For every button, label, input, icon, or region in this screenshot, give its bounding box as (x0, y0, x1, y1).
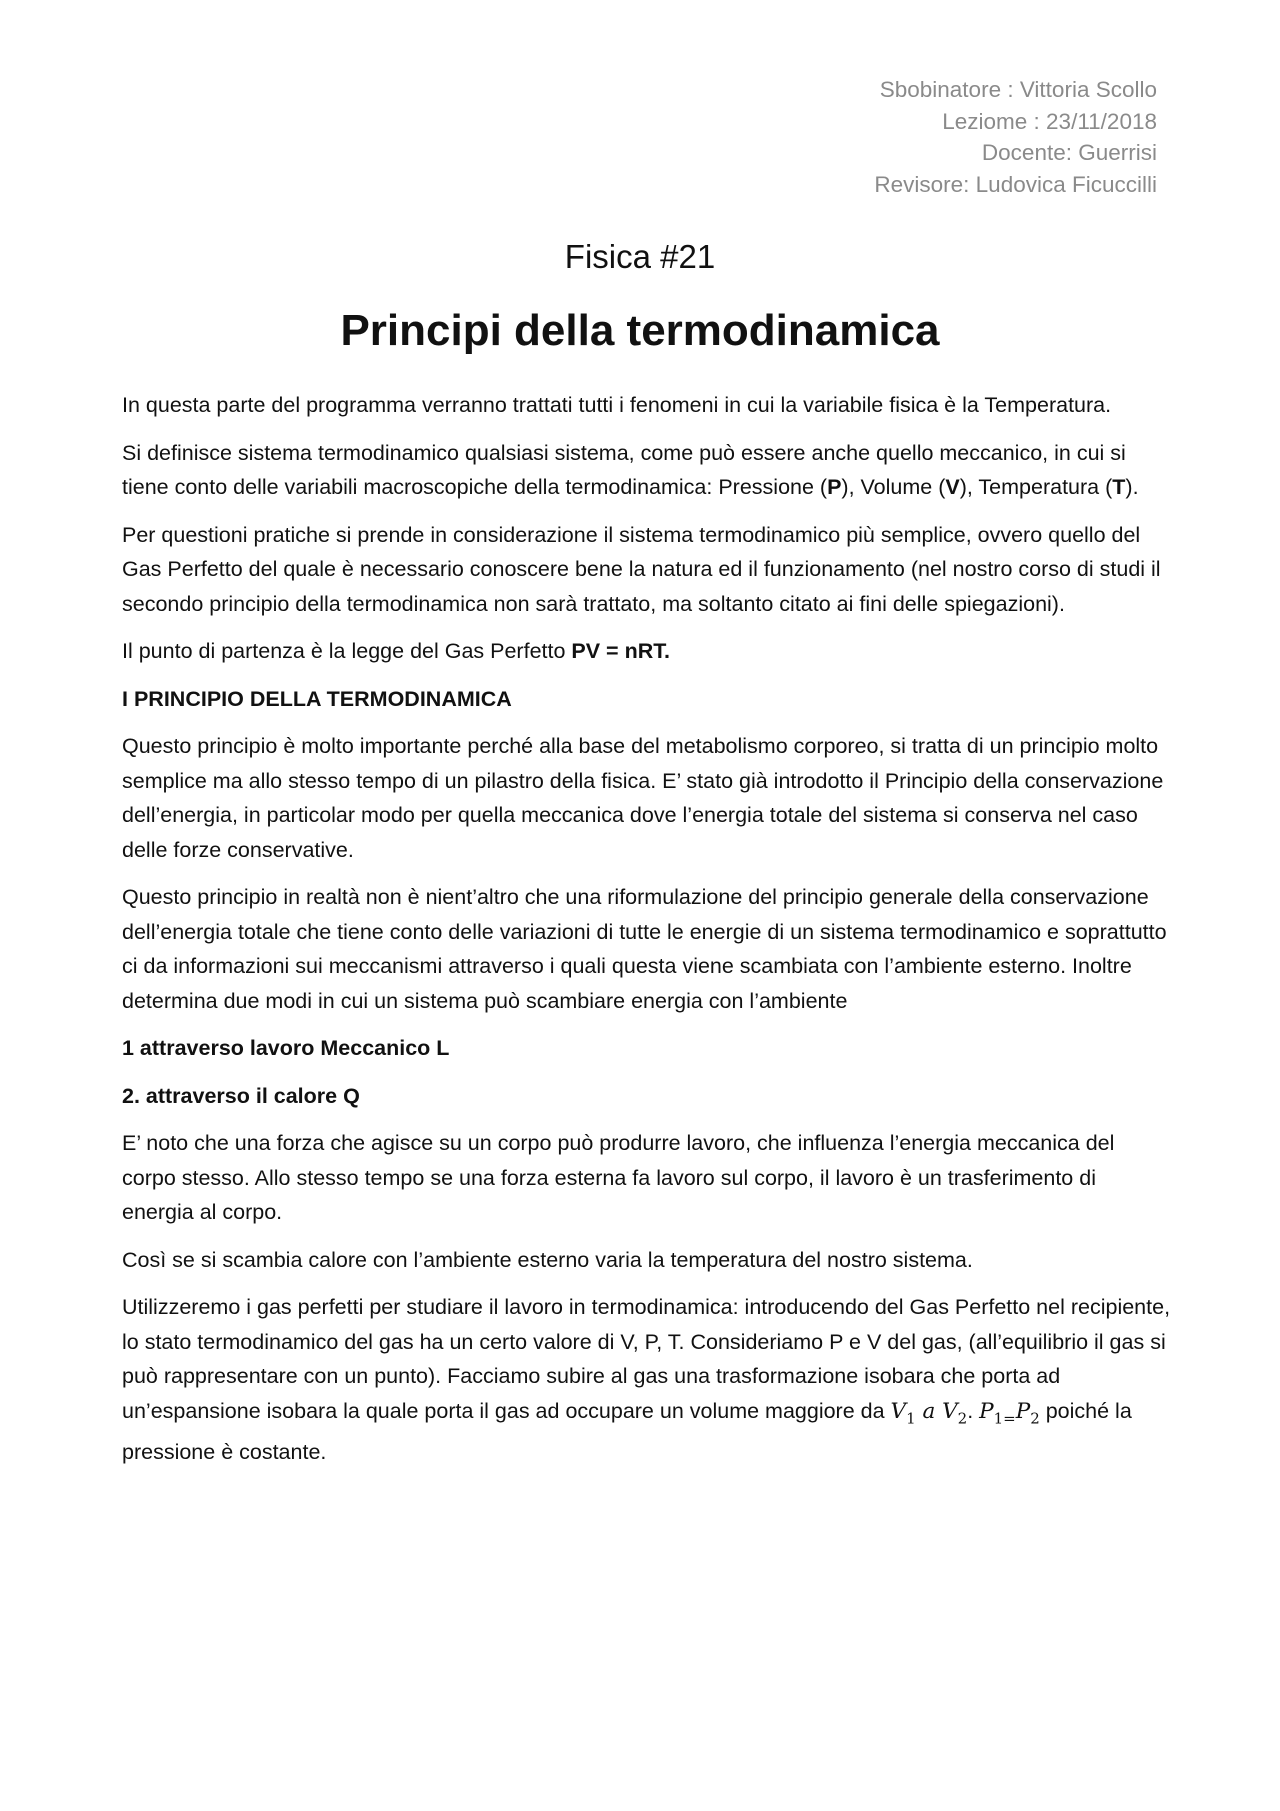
document-header-info (874, 74, 1157, 200)
math-p1-p2: $P_{1=}P_2$ (979, 1398, 1040, 1427)
revisore-line: Revisore: Ludovica Ficuccilli (874, 171, 1157, 197)
paragraph-calore: Così se si scambia calore con l’ambiente esterno varia la temperatura del nostro sistema. (122, 1247, 973, 1272)
section-heading: I PRINCIPIO DELLA TERMODINAMICA (122, 686, 512, 711)
lezione-line: Leziome : 23/11/2018 (942, 108, 1157, 134)
docente-line: Docente: Guerrisi (981, 140, 1157, 165)
sbobinatore-line: Sbobinatore : Vittoria Scollo (879, 77, 1157, 102)
paragraph-gas-perfetto: Per questioni pratiche si prende in considerazione il sistema termodinamico più semplice, ovvero quello del Gas Perfetto del quale è necessario conoscere bene la natura ed il funzionamento (nel nostro corso di studi il secondo principio della termodinamica non sarà trattato, ma soltanto citato ai fini delle spiegazioni). (122, 522, 1161, 616)
math-v1: $V_1$ a $V_2$ (890, 1398, 968, 1427)
paragraph-principle: Questo principio è molto importante perché alla base del metabolismo corporeo, si tratta di un principio molto semplice ma allo stesso tempo di un pilastro della fisica. E’ stato già introdotto il Principio della conservazione dell’energia, in particolar modo per quella meccanica dove l’energia totale del sistema si conserva nel caso delle forze conservative. (122, 734, 1164, 862)
paragraph-intro: In questa parte del programma verranno trattati tutti i fenomeni in cui la variabile fisica è la Temperatura. (122, 393, 1112, 417)
document-body (122, 388, 1172, 1483)
page-title: Principi della termodinamica (340, 306, 940, 355)
list-item-calore: 2. attraverso il calore Q (122, 1083, 360, 1108)
paragraph-isobara: Utilizzeremo i gas perfetti per studiare il lavoro in termodinamica: introducendo del Gas Perfetto nel recipiente, lo stato termodinamico del gas ha un certo valore di V, P, T. Consideriamo P e V del gas, (all’equilibrio il gas si può rappresentare con un punto). Facciamo subire al gas una trasformazione isobara che porta ad un’espansione isobara la quale porta il gas ad occupare un volume maggiore da $V_1$ a $V_2$. $P_{1=}P_2$ poiché la pressione è costante. (122, 1295, 1171, 1465)
course-label: Fisica #21 (564, 238, 716, 275)
paragraph-forza: E’ noto che una forza che agisce su un corpo può produrre lavoro, che influenza l’energia meccanica del corpo stesso. Allo stesso tempo se una forza esterna fa lavoro sul corpo, il lavoro è un trasferimento di energia al corpo. (122, 1131, 1115, 1224)
paragraph-law: Il punto di partenza è la legge del Gas Perfetto PV = nRT. (122, 639, 670, 663)
ideal-gas-formula: PV = nRT. (571, 639, 670, 663)
paragraph-definition: Si definisce sistema termodinamico qualsiasi sistema, come può essere anche quello meccanico, in cui si tiene conto delle variabili macroscopiche della termodinamica: Pressione (P), Volume (V), Temperatura (T). (122, 440, 1139, 499)
list-item-lavoro: 1 attraverso lavoro Meccanico L (122, 1036, 450, 1060)
paragraph-energy: Questo principio in realtà non è nient’altro che una riformulazione del principio generale della conservazione dell’energia totale che tiene conto delle variazioni di tutte le energie di un sistema termodinamico e soprattutto ci da informazioni sui meccanismi attraverso i quali questa viene scambiata con l’ambiente esterno. Inoltre determina due modi in cui un sistema può scambiare energia con l’ambiente (122, 885, 1167, 1013)
